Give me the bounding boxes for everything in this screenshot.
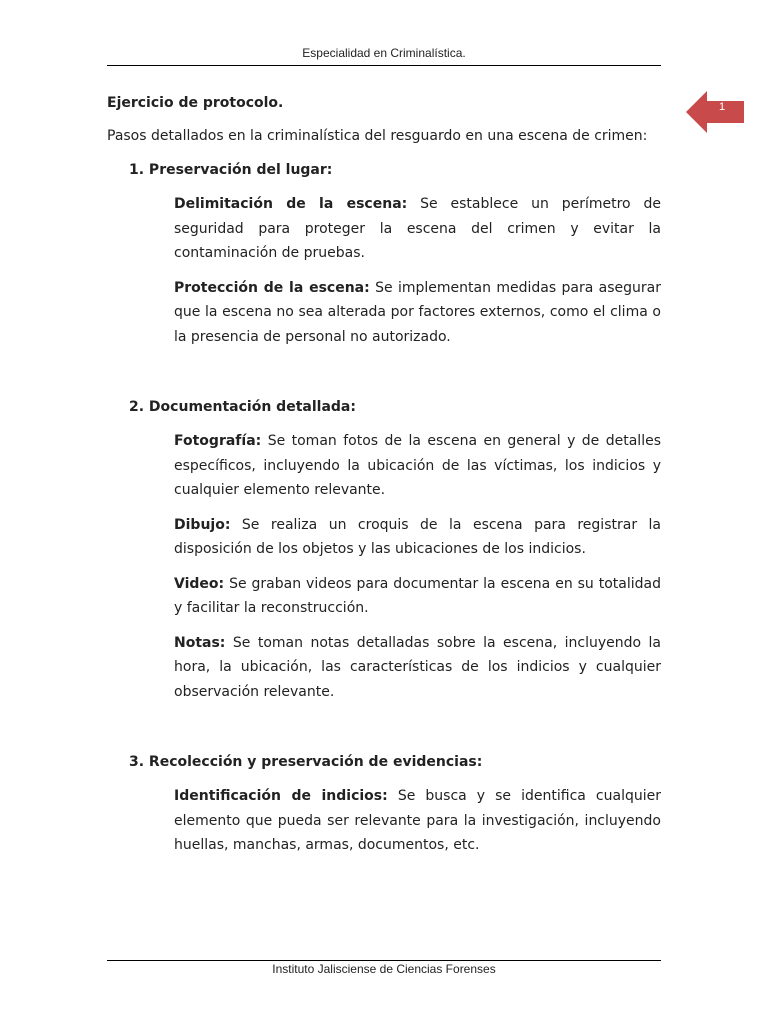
item-text: Se implementan medidas para asegurar que la escena no sea alterada por factores externos, como el clima o la presencia de personal no autorizado. bbox=[174, 279, 661, 345]
section-evidence-collection bbox=[107, 750, 661, 858]
header-divider bbox=[107, 65, 661, 66]
list-item bbox=[174, 572, 661, 621]
intro-paragraph: Pasos detallados en la criminalística del resguardo en una escena de crimen: bbox=[107, 128, 648, 144]
item-term: Fotografía: bbox=[174, 433, 262, 449]
item-text: Se graban videos para documentar la escena en su totalidad y facilitar la reconstrucción. bbox=[174, 575, 662, 616]
page-number-badge bbox=[686, 91, 744, 133]
page-number: 1 bbox=[718, 101, 726, 113]
item-text: Se establece un perímetro de seguridad para proteger la escena del crimen y evitar la contaminación de pruebas. bbox=[174, 196, 661, 261]
item-text: Se busca y se identifica cualquier elemento que pueda ser relevante para la investigación, incluyendo huellas, manchas, armas, documentos, etc. bbox=[174, 788, 661, 853]
section-heading: 1. Preservación del lugar: bbox=[129, 162, 333, 178]
item-term: Delimitación de la escena: bbox=[174, 196, 408, 212]
section-preservation bbox=[107, 158, 661, 349]
list-item bbox=[174, 631, 661, 705]
section-heading: 3. Recolección y preservación de evidencias: bbox=[129, 754, 483, 770]
item-text: Se realiza un croquis de la escena para registrar la disposición de los objetos y las ubicaciones de los indicios. bbox=[174, 516, 662, 557]
document-body bbox=[107, 92, 661, 858]
list-item bbox=[174, 513, 661, 562]
list-item bbox=[174, 192, 661, 266]
item-text: Se toman notas detalladas sobre la escena, incluyendo la hora, la ubicación, las características de los indicios y cualquier observación relevante. bbox=[174, 634, 662, 700]
page-footer: Instituto Jalisciense de Ciencias Forenses bbox=[272, 962, 496, 976]
item-text: Se toman fotos de la escena en general y de detalles específicos, incluyendo la ubicación de las víctimas, los indicios y cualquier elemento relevante. bbox=[174, 433, 661, 498]
item-term: Notas: bbox=[174, 634, 226, 651]
item-term: Protección de la escena: bbox=[174, 279, 370, 296]
section-documentation bbox=[107, 395, 661, 704]
list-item bbox=[174, 784, 661, 858]
document-title: Ejercicio de protocolo. bbox=[107, 95, 284, 111]
footer-divider bbox=[107, 960, 661, 961]
item-term: Dibujo: bbox=[174, 516, 231, 533]
item-term: Identificación de indicios: bbox=[174, 788, 388, 804]
list-item bbox=[174, 429, 661, 503]
page-header: Especialidad en Criminalística. bbox=[302, 46, 466, 60]
list-item bbox=[174, 276, 661, 350]
section-heading: 2. Documentación detallada: bbox=[129, 399, 356, 415]
item-term: Video: bbox=[174, 575, 225, 592]
